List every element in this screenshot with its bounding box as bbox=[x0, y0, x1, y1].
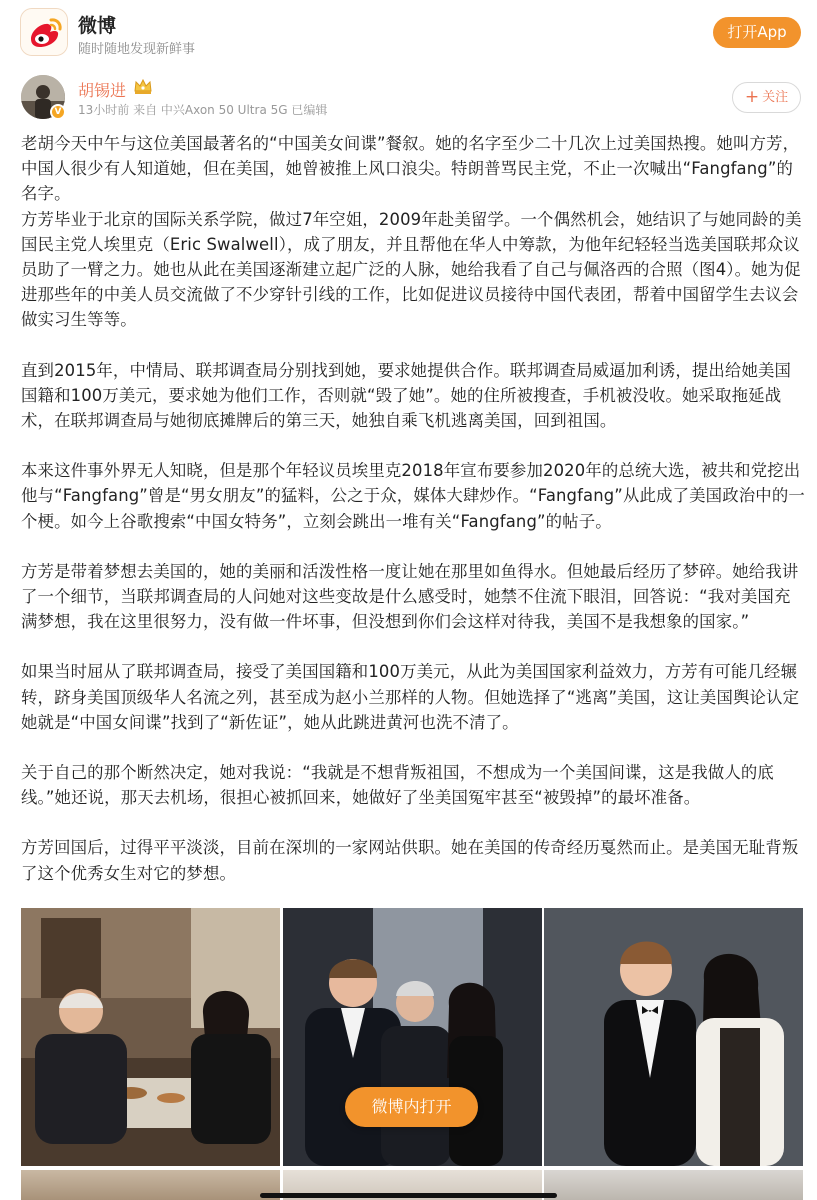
follow-label: 关注 bbox=[762, 90, 789, 105]
post-image-2[interactable] bbox=[283, 908, 542, 1166]
app-slogan: 随时随地发现新鲜事 bbox=[78, 42, 196, 57]
paragraph-5: 方芳是带着梦想去美国的，她的美丽和活泼性格一度让她在那里如鱼得水。但她最后经历了梦碎。她给我讲了一个细节，当联邦调查局的人问她对这些变故是什么感受时，她禁不住流下眼泪，回答说：“我对美国充满梦想，我在这里很努力，没有做一件坏事，但没想到你们会这样对待我，美国不是我想象的国家。” bbox=[21, 561, 799, 632]
paragraph-6: 如果当时屈从了联邦调查局，接受了美国国籍和100万美元，从此为美国国家利益效力，方芳有可能几经辗转，跻身美国顶级华人名流之列，甚至成为赵小兰那样的人物。但她选择了“逃离”美国，这让美国舆论认定她就是“中国女间谍”找到了“新佐证”，她从此跳进黄河也洗不清了。 bbox=[21, 662, 800, 732]
post-image-1[interactable] bbox=[21, 908, 280, 1166]
paragraph-1: 老胡今天中午与这位美国最著名的“中国美女间谍”餐叙。她的名字至少二十几次上过美国热搜。她叫方芳，中国人很少有人知道她，但在美国，她曾被推上风口浪尖。特朗普骂民主党，不止一次喊出“Fangfang”的名字。 bbox=[21, 134, 800, 204]
post-image-3[interactable] bbox=[544, 908, 803, 1166]
open-app-button[interactable]: 打开App bbox=[713, 17, 801, 48]
post-author-bar bbox=[0, 70, 817, 126]
post-image-6[interactable] bbox=[544, 1170, 803, 1200]
post-meta: 13小时前 来自 中兴Axon 50 Ultra 5G 已编辑 bbox=[78, 103, 328, 117]
author-name[interactable]: 胡锡进 bbox=[78, 81, 127, 100]
follow-button[interactable] bbox=[732, 82, 801, 113]
paragraph-4: 本来这件事外界无人知晓，但是那个年轻议员埃里克2018年宣布要参加2020年的总统大选，被共和党挖出他与“Fangfang”曾是“男女朋友”的猛料，公之于众，媒体大肆炒作。“Fangfang”从此成了美国政治中的一个梗。如今上谷歌搜索“中国女特务”，立刻会跳出一堆有关“Fangfang”的帖子。 bbox=[21, 461, 805, 531]
app-download-banner bbox=[0, 0, 817, 64]
verified-badge-icon: V bbox=[50, 104, 66, 120]
home-indicator[interactable] bbox=[260, 1193, 557, 1198]
post-text bbox=[21, 131, 806, 886]
plus-icon: + bbox=[744, 87, 760, 107]
paragraph-7: 关于自己的那个断然决定，她对我说：“我就是不想背叛祖国，不想成为一个美国间谍，这是我做人的底线。”她还说，那天去机场，很担心被抓回来，她做好了坐美国冤牢甚至“被毁掉”的最坏准备。 bbox=[21, 763, 774, 808]
paragraph-3: 直到2015年，中情局、联邦调查局分别找到她，要求她提供合作。联邦调查局威逼加利诱，提出给她美国国籍和100万美元，要求她为他们工作，否则就“毁了她”。她的住所被搜查，手机被没收。她采取拖延战术，在联邦调查局与她彻底摊牌后的第三天，她独自乘飞机逃离美国，回到祖国。 bbox=[21, 360, 792, 431]
open-in-weibo-button[interactable]: 微博内打开 bbox=[345, 1087, 478, 1127]
app-name: 微博 bbox=[78, 15, 117, 37]
weibo-logo-icon bbox=[20, 8, 68, 56]
post-image-4[interactable] bbox=[21, 1170, 280, 1200]
crown-icon bbox=[133, 78, 153, 95]
paragraph-8: 方芳回国后，过得平平淡淡，目前在深圳的一家网站供职。她在美国的传奇经历戛然而止。是美国无耻背叛了这个优秀女生对它的梦想。 bbox=[21, 838, 799, 883]
paragraph-2: 方芳毕业于北京的国际关系学院，做过7年空姐，2009年赴美留学。一个偶然机会，她结识了与她同龄的美国民主党人埃里克（Eric Swalwell），成了朋友，并且帮他在华人中筹款，为他年纪轻轻当选美国联邦众议员助了一臂之力。她也从此在美国逐渐建立起广泛的人脉，她给我看了自己与佩洛西的合照（图4）。她为促进那些年的中美人员交流做了不少穿针引线的工作，比如促进议员接待中国代表团，帮着中国留学生去议会做实习生等等。 bbox=[21, 209, 802, 330]
